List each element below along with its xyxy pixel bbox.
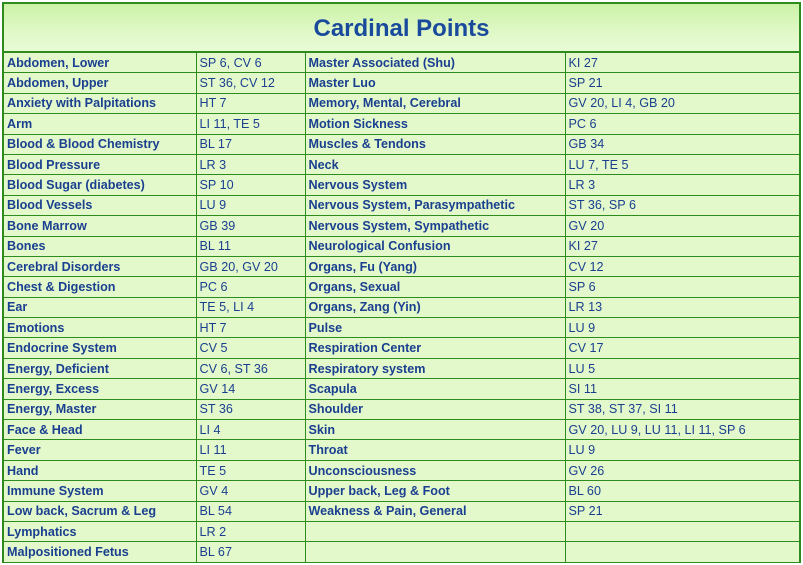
right-condition-cell: Master Associated (Shu) xyxy=(305,53,565,73)
table-row xyxy=(4,501,799,521)
table-row xyxy=(4,297,799,317)
right-condition-cell: Throat xyxy=(305,440,565,460)
right-condition-cell: Nervous System, Parasympathetic xyxy=(305,195,565,215)
right-condition-cell: Upper back, Leg & Foot xyxy=(305,481,565,501)
left-condition-cell: Malpositioned Fetus xyxy=(4,542,196,562)
left-points-cell: CV 6, ST 36 xyxy=(196,358,305,378)
right-points-cell: GV 20, LI 4, GB 20 xyxy=(565,93,799,113)
left-condition-cell: Blood Pressure xyxy=(4,154,196,174)
left-points-cell: ST 36 xyxy=(196,399,305,419)
right-condition-cell: Muscles & Tendons xyxy=(305,134,565,154)
right-points-cell: CV 12 xyxy=(565,256,799,276)
right-points-cell: LR 3 xyxy=(565,175,799,195)
right-points-cell: SI 11 xyxy=(565,379,799,399)
left-condition-cell: Face & Head xyxy=(4,420,196,440)
right-condition-cell: Organs, Sexual xyxy=(305,277,565,297)
right-points-cell: ST 38, ST 37, SI 11 xyxy=(565,399,799,419)
right-condition-cell: Skin xyxy=(305,420,565,440)
left-points-cell: BL 11 xyxy=(196,236,305,256)
right-points-cell: KI 27 xyxy=(565,236,799,256)
left-points-cell: SP 10 xyxy=(196,175,305,195)
left-condition-cell: Cerebral Disorders xyxy=(4,256,196,276)
left-points-cell: LR 2 xyxy=(196,521,305,541)
table-row xyxy=(4,440,799,460)
right-condition-cell: Master Luo xyxy=(305,73,565,93)
left-condition-cell: Ear xyxy=(4,297,196,317)
right-points-cell: KI 27 xyxy=(565,53,799,73)
left-points-cell: LI 11, TE 5 xyxy=(196,114,305,134)
left-condition-cell: Low back, Sacrum & Leg xyxy=(4,501,196,521)
left-points-cell: LU 9 xyxy=(196,195,305,215)
right-condition-cell: Respiratory system xyxy=(305,358,565,378)
right-points-cell: GV 26 xyxy=(565,460,799,480)
left-points-cell: GV 4 xyxy=(196,481,305,501)
table-row xyxy=(4,134,799,154)
table-row xyxy=(4,358,799,378)
right-condition-cell xyxy=(305,542,565,562)
table-row xyxy=(4,277,799,297)
left-condition-cell: Energy, Master xyxy=(4,399,196,419)
table-row xyxy=(4,93,799,113)
left-condition-cell: Arm xyxy=(4,114,196,134)
left-condition-cell: Emotions xyxy=(4,318,196,338)
left-points-cell: GB 39 xyxy=(196,216,305,236)
left-points-cell: LR 3 xyxy=(196,154,305,174)
table-body xyxy=(4,53,799,562)
table-row xyxy=(4,399,799,419)
right-points-cell: CV 17 xyxy=(565,338,799,358)
left-condition-cell: Endocrine System xyxy=(4,338,196,358)
right-points-cell: LR 13 xyxy=(565,297,799,317)
right-condition-cell: Neck xyxy=(305,154,565,174)
left-points-cell: SP 6, CV 6 xyxy=(196,53,305,73)
left-condition-cell: Immune System xyxy=(4,481,196,501)
right-condition-cell: Nervous System xyxy=(305,175,565,195)
right-points-cell xyxy=(565,521,799,541)
left-points-cell: HT 7 xyxy=(196,318,305,338)
left-points-cell: BL 67 xyxy=(196,542,305,562)
left-condition-cell: Bones xyxy=(4,236,196,256)
table-row xyxy=(4,256,799,276)
left-condition-cell: Abdomen, Lower xyxy=(4,53,196,73)
right-condition-cell: Neurological Confusion xyxy=(305,236,565,256)
right-condition-cell: Organs, Zang (Yin) xyxy=(305,297,565,317)
left-condition-cell: Energy, Deficient xyxy=(4,358,196,378)
left-condition-cell: Anxiety with Palpitations xyxy=(4,93,196,113)
left-condition-cell: Hand xyxy=(4,460,196,480)
left-condition-cell: Bone Marrow xyxy=(4,216,196,236)
right-points-cell: SP 6 xyxy=(565,277,799,297)
table-row xyxy=(4,53,799,73)
table-row xyxy=(4,216,799,236)
table-row xyxy=(4,318,799,338)
table-row xyxy=(4,379,799,399)
right-condition-cell: Shoulder xyxy=(305,399,565,419)
right-condition-cell: Scapula xyxy=(305,379,565,399)
right-points-cell: GV 20, LU 9, LU 11, LI 11, SP 6 xyxy=(565,420,799,440)
right-condition-cell: Unconsciousness xyxy=(305,460,565,480)
table-row xyxy=(4,460,799,480)
left-condition-cell: Lymphatics xyxy=(4,521,196,541)
right-condition-cell xyxy=(305,521,565,541)
table-row xyxy=(4,195,799,215)
left-points-cell: BL 54 xyxy=(196,501,305,521)
right-condition-cell: Weakness & Pain, General xyxy=(305,501,565,521)
right-points-cell: BL 60 xyxy=(565,481,799,501)
table-row xyxy=(4,236,799,256)
right-points-cell xyxy=(565,542,799,562)
left-condition-cell: Blood & Blood Chemistry xyxy=(4,134,196,154)
right-condition-cell: Respiration Center xyxy=(305,338,565,358)
right-points-cell: GB 34 xyxy=(565,134,799,154)
cardinal-points-table-frame xyxy=(2,2,801,563)
table-row xyxy=(4,420,799,440)
left-points-cell: LI 4 xyxy=(196,420,305,440)
right-points-cell: LU 7, TE 5 xyxy=(565,154,799,174)
left-condition-cell: Chest & Digestion xyxy=(4,277,196,297)
left-points-cell: PC 6 xyxy=(196,277,305,297)
table-row xyxy=(4,521,799,541)
right-points-cell: PC 6 xyxy=(565,114,799,134)
left-points-cell: CV 5 xyxy=(196,338,305,358)
right-condition-cell: Motion Sickness xyxy=(305,114,565,134)
right-condition-cell: Nervous System, Sympathetic xyxy=(305,216,565,236)
table-row xyxy=(4,114,799,134)
table-row xyxy=(4,73,799,93)
left-condition-cell: Energy, Excess xyxy=(4,379,196,399)
left-points-cell: TE 5 xyxy=(196,460,305,480)
left-points-cell: GB 20, GV 20 xyxy=(196,256,305,276)
table-row xyxy=(4,542,799,562)
left-condition-cell: Abdomen, Upper xyxy=(4,73,196,93)
right-condition-cell: Organs, Fu (Yang) xyxy=(305,256,565,276)
table-row xyxy=(4,338,799,358)
table-row xyxy=(4,175,799,195)
right-condition-cell: Memory, Mental, Cerebral xyxy=(305,93,565,113)
right-points-cell: ST 36, SP 6 xyxy=(565,195,799,215)
left-condition-cell: Blood Sugar (diabetes) xyxy=(4,175,196,195)
right-points-cell: LU 9 xyxy=(565,440,799,460)
right-points-cell: LU 9 xyxy=(565,318,799,338)
left-points-cell: TE 5, LI 4 xyxy=(196,297,305,317)
right-points-cell: LU 5 xyxy=(565,358,799,378)
page-title: Cardinal Points xyxy=(4,4,799,53)
left-points-cell: GV 14 xyxy=(196,379,305,399)
table-row xyxy=(4,481,799,501)
right-condition-cell: Pulse xyxy=(305,318,565,338)
left-points-cell: ST 36, CV 12 xyxy=(196,73,305,93)
left-points-cell: BL 17 xyxy=(196,134,305,154)
table-row xyxy=(4,154,799,174)
cardinal-points-table xyxy=(4,53,799,562)
left-points-cell: LI 11 xyxy=(196,440,305,460)
left-condition-cell: Fever xyxy=(4,440,196,460)
right-points-cell: SP 21 xyxy=(565,73,799,93)
right-points-cell: GV 20 xyxy=(565,216,799,236)
left-condition-cell: Blood Vessels xyxy=(4,195,196,215)
right-points-cell: SP 21 xyxy=(565,501,799,521)
left-points-cell: HT 7 xyxy=(196,93,305,113)
